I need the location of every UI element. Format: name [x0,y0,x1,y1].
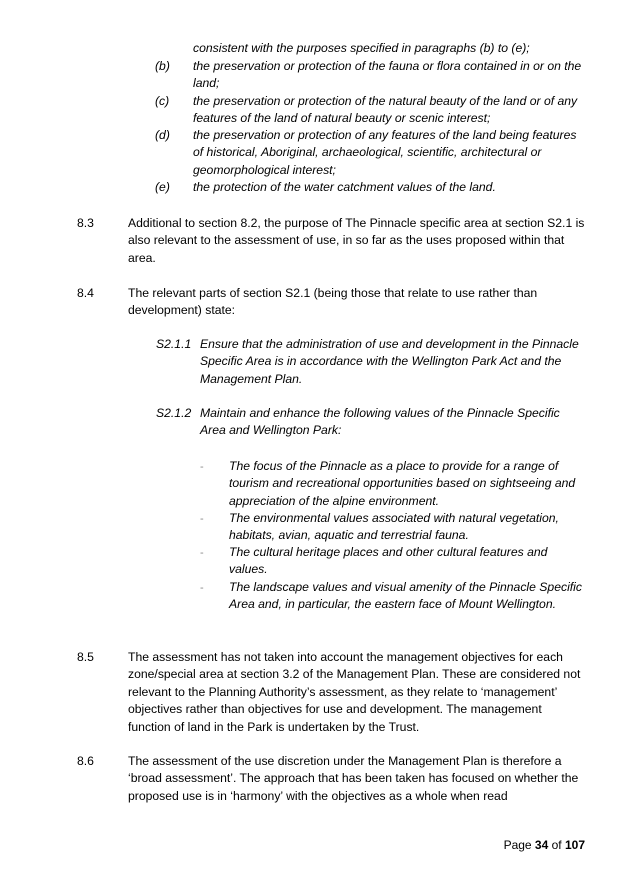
page-current: 34 [534,838,549,852]
bullet-dash: - [200,461,204,473]
paragraph-8-6: The assessment of the use discretion under the Management Plan is therefore a ‘broad assessment’. The approach that has been taken has focused on whether the proposed use is in ‘harmony’ with the objectives as a whole when read [128,754,579,803]
list-item-text: the preservation or protection of the natural beauty of the land or of any features of the land of natural beauty or scenic interest; [193,94,578,126]
paragraph-8-3: Additional to section 8.2, the purpose of The Pinnacle specific area at section S2.1 is also relevant to the assessment of use, in so far as the uses proposed within that area. [128,216,585,265]
list-item-continuation: consistent with the purposes specified in paragraphs (b) to (e); [193,41,530,55]
page-total: 107 [564,838,585,852]
paragraph-8-5: The assessment has not taken into account the management objectives for each zone/special area at section 3.2 of the Management Plan. These are considered not relevant to the Planning Authority’s assessment, as they relate to ‘management’ objectives rather than objectives for use and development. The management function of land in the Park is undertaken by the Trust. [128,650,581,734]
bullet-item: The cultural heritage places and other cultural features and values. [229,545,548,577]
clause-number: S2.1.1 [156,337,192,351]
list-item-text: the preservation or protection of the fauna or flora contained in or on the land; [193,59,582,91]
page-middle: of [548,838,565,852]
list-item-text: the preservation or protection of any features of the land being features of historical, Aboriginal, archaeological, scientific, architectural or geomorphological interest; [193,128,577,177]
paragraph-number: 8.5 [77,650,94,664]
list-item-letter: (d) [155,128,170,142]
list-item-text: the protection of the water catchment values of the land. [193,180,496,194]
bullet-item: The landscape values and visual amenity of the Pinnacle Specific Area and, in particular, the eastern face of Mount Wellington. [229,580,582,612]
bullet-item: The focus of the Pinnacle as a place to provide for a range of tourism and recreational opportunities based on sightseeing and appreciation of the alpine environment. [229,459,576,508]
list-item-letter: (e) [155,180,170,194]
clause-s2-1-2: Maintain and enhance the following values of the Pinnacle Specific Area and Wellington Park: [200,406,560,438]
list-item-letter: (c) [155,94,170,108]
list-item-letter: (b) [155,59,170,73]
paragraph-8-4: The relevant parts of section S2.1 (being those that relate to use rather than development) state: [128,286,538,318]
paragraph-number: 8.3 [77,216,94,230]
paragraph-number: 8.4 [77,286,94,300]
page-number [504,837,585,854]
page-prefix: Page [503,838,535,852]
clause-s2-1-1: Ensure that the administration of use and development in the Pinnacle Specific Area is in accordance with the Wellington Park Act and the Management Plan. [200,337,579,386]
paragraph-number: 8.6 [77,754,94,768]
bullet-dash: - [200,547,204,559]
clause-number: S2.1.2 [156,406,192,420]
bullet-dash: - [200,582,204,594]
bullet-item: The environmental values associated with natural vegetation, habitats, avian, aquatic and terrestrial fauna. [229,511,559,543]
bullet-dash: - [200,513,204,525]
